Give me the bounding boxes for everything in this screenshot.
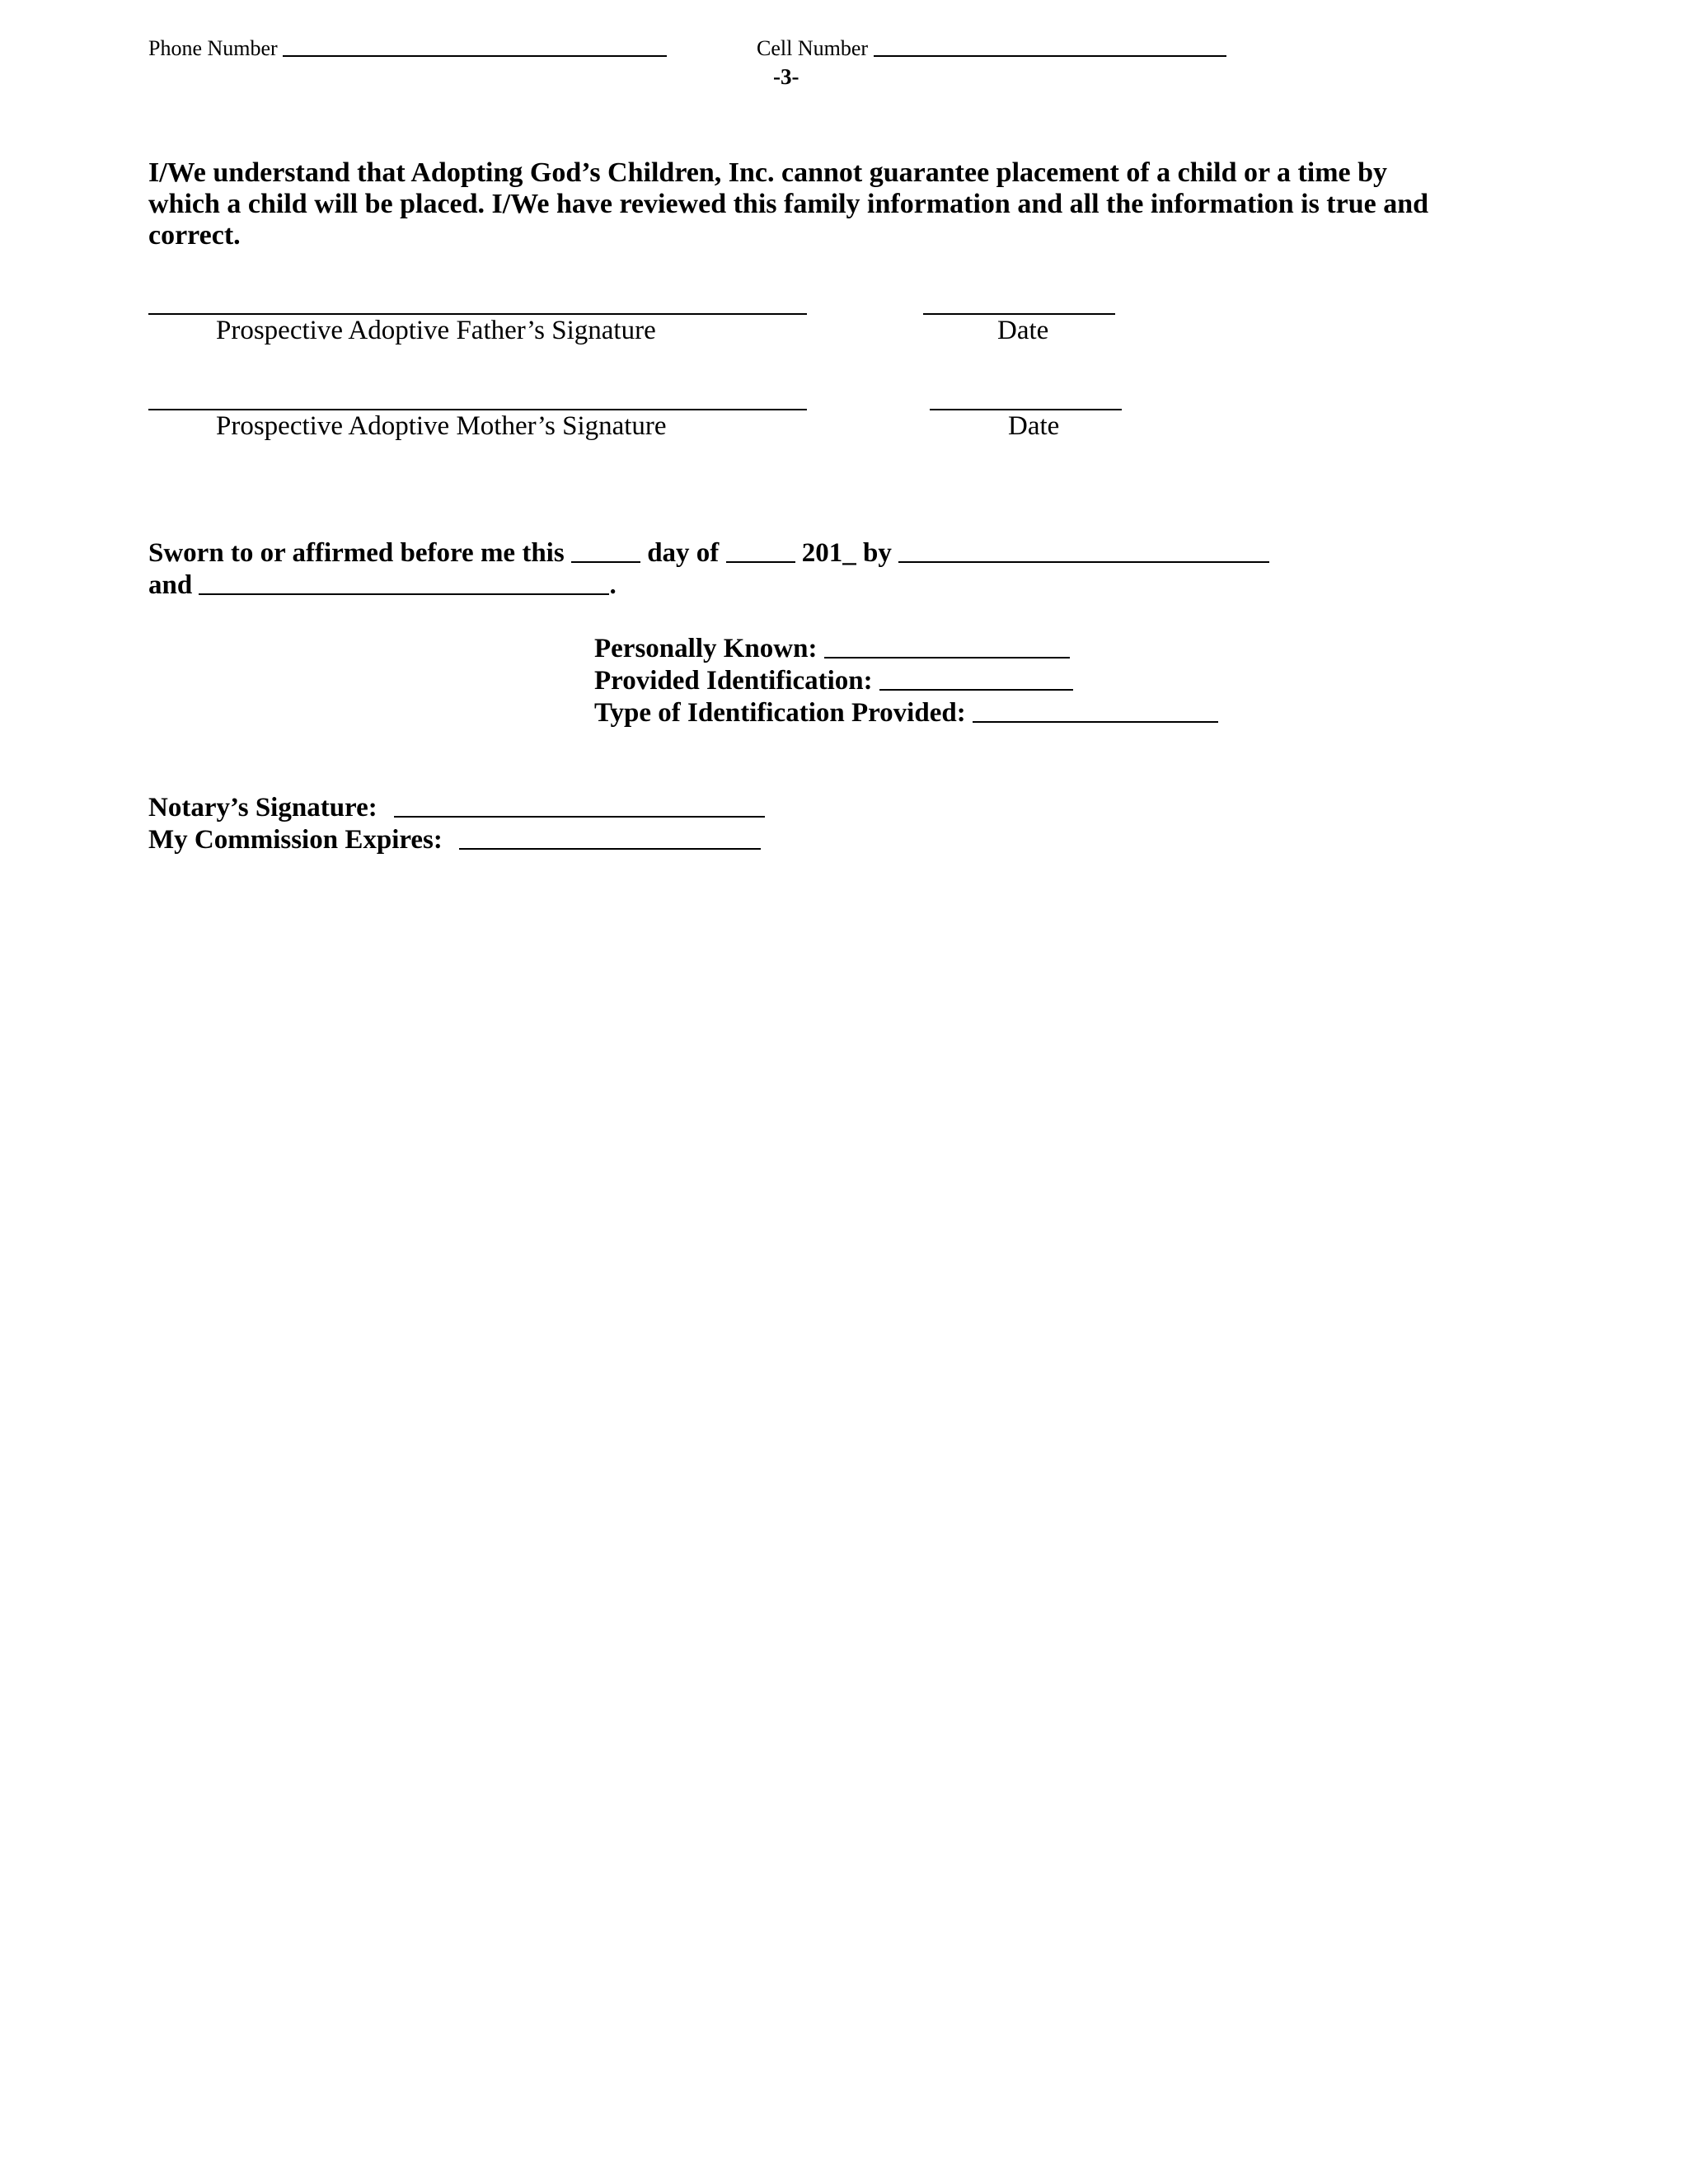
personally-known-field (594, 633, 1070, 665)
sworn-by-blank[interactable] (898, 560, 1269, 563)
statement-line-1: I/We understand that Adopting God’s Children, Inc. cannot guarantee placement of a child or a time by (148, 157, 1388, 188)
phone-number-blank[interactable] (283, 54, 667, 57)
mother-signature-label: Prospective Adoptive Mother’s Signature (216, 411, 667, 441)
cell-number-blank[interactable] (874, 54, 1226, 57)
notary-signature-blank[interactable] (394, 815, 765, 818)
cell-number-label: Cell Number (757, 36, 869, 60)
statement-line-3: correct. (148, 220, 241, 251)
provided-identification-label: Provided Identification: (594, 666, 873, 696)
commission-expires-blank[interactable] (459, 847, 761, 850)
notary-signature-field (148, 792, 765, 824)
phone-number-label: Phone Number (148, 36, 278, 60)
father-signature-label: Prospective Adoptive Father’s Signature (216, 316, 656, 345)
sworn-and: and (148, 570, 193, 600)
phone-number-field (148, 36, 667, 61)
sworn-prefix: Sworn to or affirmed before me this (148, 538, 565, 568)
father-date-line[interactable] (923, 313, 1115, 315)
sworn-by: by (863, 538, 892, 568)
provided-identification-field (594, 665, 1073, 697)
statement-paragraph (148, 157, 1428, 251)
sworn-day-blank[interactable] (571, 560, 640, 563)
commission-expires-field (148, 824, 761, 856)
mother-date-label: Date (1008, 411, 1060, 441)
provided-identification-blank[interactable] (879, 688, 1073, 691)
notary-signature-label: Notary’s Signature: (148, 793, 377, 823)
sworn-month-blank[interactable] (726, 560, 795, 563)
page-number: -3- (773, 64, 799, 89)
sworn-period: . (609, 570, 617, 600)
sworn-day-of: day of (647, 538, 720, 568)
identification-type-field (594, 697, 1218, 729)
commission-expires-label: My Commission Expires: (148, 825, 443, 855)
father-date-label: Date (997, 316, 1049, 345)
identification-type-blank[interactable] (973, 720, 1218, 723)
mother-date-line[interactable] (930, 409, 1122, 410)
cell-number-field (757, 36, 1226, 61)
statement-line-2: which a child will be placed. I/We have reviewed this family information and all the information is true and (148, 189, 1429, 219)
identification-type-label: Type of Identification Provided: (594, 698, 966, 728)
personally-known-label: Personally Known: (594, 634, 818, 663)
sworn-year: 201_ (801, 538, 856, 568)
sworn-line (148, 537, 1269, 569)
father-signature-line[interactable] (148, 313, 807, 315)
sworn-and-blank[interactable] (199, 593, 609, 595)
personally-known-blank[interactable] (824, 656, 1070, 658)
sworn-and-line (148, 569, 617, 602)
mother-signature-line[interactable] (148, 409, 807, 410)
